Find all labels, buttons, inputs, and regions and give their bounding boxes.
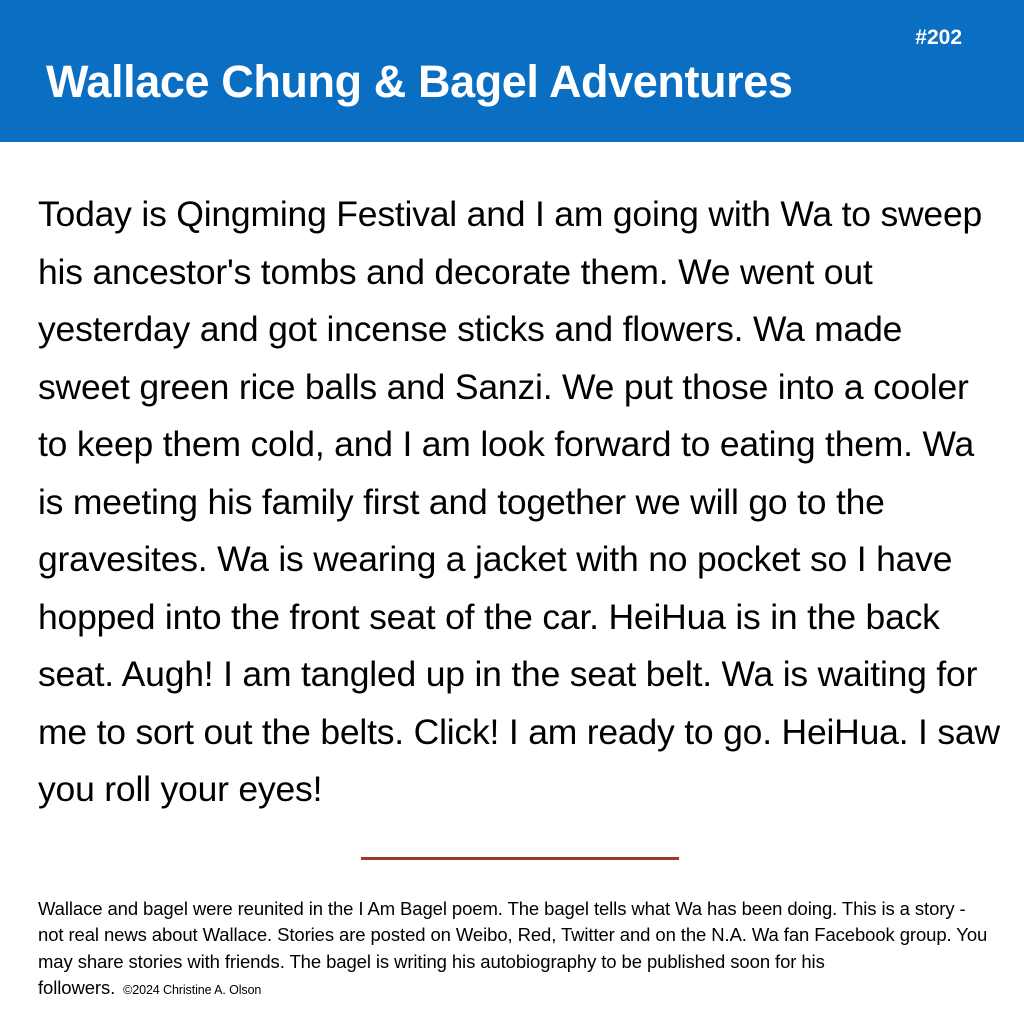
section-divider xyxy=(361,857,679,860)
footnote-text: Wallace and bagel were reunited in the I Am Bagel poem. The bagel tells what Wa has been doing. This is a story - not real news about Wallace. Stories are posted on Weibo, Red, Twitter and on the N.A. Wa fan Facebook group. You may share stories with friends. The bagel is writing his autobiography to be published soon for his followers. xyxy=(38,897,988,998)
copyright-notice: ©2024 Christine A. Olson xyxy=(123,983,262,997)
content-area xyxy=(0,186,1024,1004)
story-text: Today is Qingming Festival and I am going with Wa to sweep his ancestor's tombs and decorate them. We went out yesterday and got incense sticks and flowers. Wa made sweet green rice balls and Sanzi. We put those into a cooler to keep them cold, and I am look forward to eating them. Wa is meeting his family first and together we will go to the gravesites. Wa is wearing a jacket with no pocket so I have hopped into the front seat of the car. HeiHua is in the back seat. Augh! I am tangled up in the seat belt. Wa is waiting for me to sort out the belts. Click! I am ready to go. HeiHua. I saw you roll your eyes! xyxy=(38,194,1000,809)
page-title: Wallace Chung & Bagel Adventures xyxy=(46,56,793,107)
footnote-block xyxy=(38,896,1002,1004)
divider-container xyxy=(38,857,1002,860)
issue-number: #202 xyxy=(915,26,962,49)
header-banner xyxy=(0,0,1024,142)
